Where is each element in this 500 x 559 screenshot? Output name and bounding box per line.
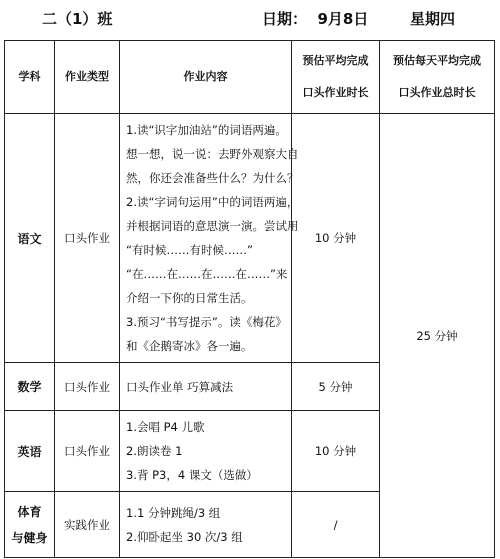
type-cell: 口头作业 bbox=[55, 114, 120, 363]
content-line: 1.读“识字加油站”的词语两遍。 bbox=[126, 123, 287, 137]
header-content: 作业内容 bbox=[120, 41, 292, 114]
content-line: 想一想，说一说：去野外观察大自 bbox=[126, 147, 299, 161]
avg-time-cell: 10 分钟 bbox=[292, 114, 380, 363]
content-line: 然，你还会准备些什么？为什么？ bbox=[126, 171, 299, 185]
content-line: 2.仰卧起坐 30 次/3 组 bbox=[126, 529, 243, 544]
content-line: 3.预习“书写提示”。读《梅花》 bbox=[126, 315, 287, 329]
header-avg-line1: 预估平均完成 bbox=[302, 54, 369, 67]
header-avg-time bbox=[292, 41, 380, 114]
header-total-line1: 预估每天平均完成 bbox=[393, 54, 481, 67]
content-cell bbox=[120, 411, 292, 492]
class-label: 二（1）班 bbox=[42, 10, 113, 28]
subject-cell bbox=[5, 492, 55, 558]
type-cell: 口头作业 bbox=[55, 411, 120, 492]
content-line: “在……在……在……在……”来 bbox=[126, 267, 288, 281]
table-row bbox=[5, 114, 495, 363]
homework-table bbox=[4, 40, 495, 558]
type-cell: 实践作业 bbox=[55, 492, 120, 558]
avg-time-cell: 10 分钟 bbox=[292, 411, 380, 492]
subject-line: 体育 bbox=[17, 504, 42, 519]
content-line: 2.读“字词句运用”中的词语两遍， bbox=[126, 195, 299, 209]
subject-line: 与健身 bbox=[11, 530, 48, 545]
content-line: 口头作业单 巧算减法 bbox=[126, 379, 234, 394]
subject-cell: 英语 bbox=[5, 411, 55, 492]
avg-time-cell: / bbox=[292, 492, 380, 558]
content-line: 并根据词语的意思演一演。尝试用 bbox=[126, 219, 299, 233]
table-header-row bbox=[5, 41, 495, 114]
content-cell bbox=[120, 363, 292, 411]
subject-cell: 数学 bbox=[5, 363, 55, 411]
header-avg-line2: 口头作业时长 bbox=[302, 86, 369, 99]
content-line: 介绍一下你的日常生活。 bbox=[126, 291, 253, 305]
content-cell bbox=[120, 114, 299, 363]
weekday-label: 星期四 bbox=[410, 10, 456, 28]
date-label: 日期： 9月8日 bbox=[262, 10, 369, 28]
header-type: 作业类型 bbox=[55, 41, 120, 114]
content-line: 1.1 分钟跳绳/3 组 bbox=[126, 505, 221, 520]
content-line: “有时候……有时候……” bbox=[126, 243, 253, 257]
subject-cell: 语文 bbox=[5, 114, 55, 363]
page-header bbox=[0, 4, 500, 34]
content-line: 3.背 P3，4 课文（选做） bbox=[126, 468, 258, 482]
avg-time-cell: 5 分钟 bbox=[292, 363, 380, 411]
content-line: 1.会唱 P4 儿歌 bbox=[126, 420, 205, 434]
content-line: 2.朗读卷 1 bbox=[126, 444, 183, 458]
content-line: 和《企鹅寄冰》各一遍。 bbox=[126, 339, 253, 353]
header-subject: 学科 bbox=[5, 41, 55, 114]
type-cell: 口头作业 bbox=[55, 363, 120, 411]
header-total-time bbox=[380, 41, 495, 114]
total-time-cell: 25 分钟 bbox=[380, 114, 495, 558]
header-total-line2: 口头作业总时长 bbox=[398, 86, 476, 99]
content-cell bbox=[120, 492, 292, 558]
